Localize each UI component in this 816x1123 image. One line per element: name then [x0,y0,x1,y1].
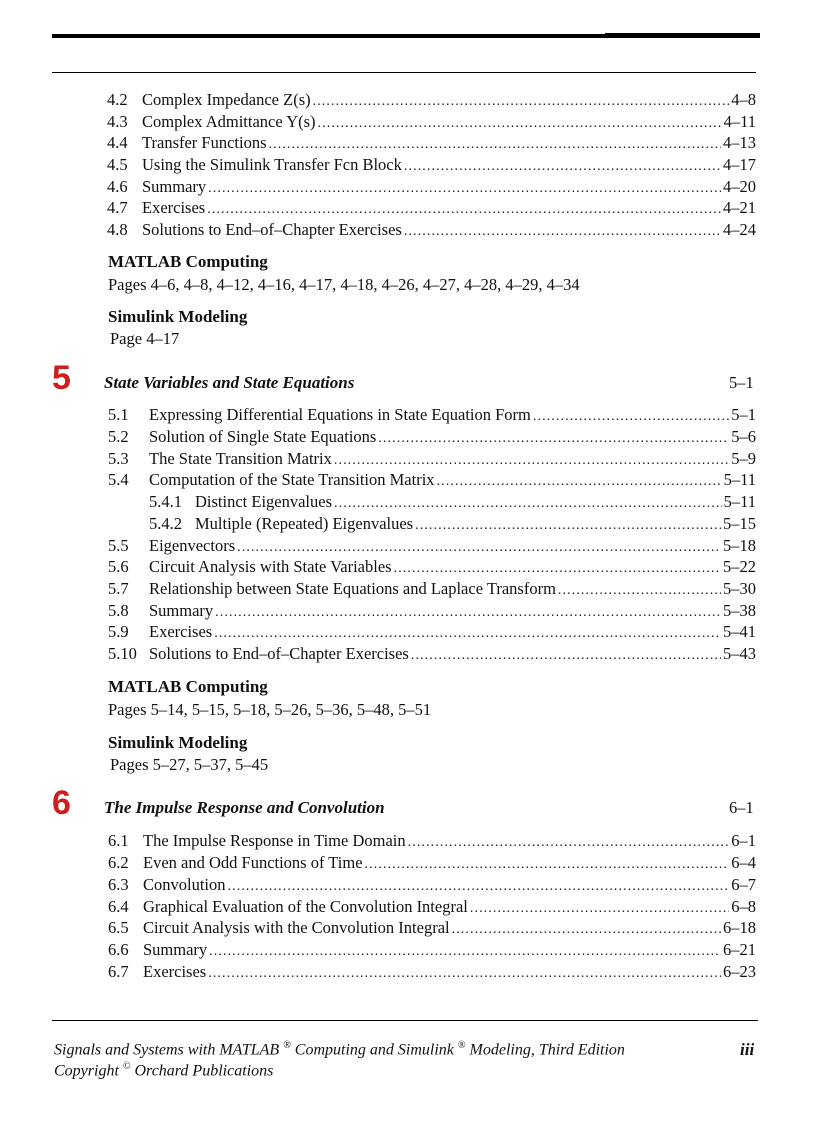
footer-rule [52,1020,758,1021]
footer-copyright: Copyright © Orchard Publications [54,1061,274,1080]
dot-leader [533,405,729,425]
matlab-computing-pages: Pages 5–14, 5–15, 5–18, 5–26, 5–36, 5–48, 5–51 [108,700,432,719]
dot-leader [228,875,730,895]
dot-leader [313,90,730,110]
chapter-number: 6 [52,784,71,822]
dot-leader [208,177,721,197]
chapter-page: 5–1 [729,373,754,392]
dot-leader [408,831,730,851]
simulink-modeling-pages: Pages 5–27, 5–37, 5–45 [110,755,269,774]
toc-entry[interactable]: 4.6 Summary ..... 4–20 [107,177,756,198]
toc-entry[interactable]: 6.3 Convolution ..... 6–7 [108,875,756,896]
toc-subentry[interactable]: 5.4.1 Distinct Eigenvalues ..... 5–11 [149,492,756,513]
dot-leader [470,897,729,917]
dot-leader [207,198,721,218]
chapter-page: 6–1 [729,798,754,817]
dot-leader [214,622,721,642]
header-rule [52,72,756,73]
toc-subentry[interactable]: 5.4.2 Multiple (Repeated) Eigenvalues ..... 5–15 [149,514,756,535]
dot-leader [365,853,730,873]
toc-entry[interactable]: 5.3 The State Transition Matrix ..... 5–9 [108,449,756,470]
toc-entry[interactable]: 5.9 Exercises ..... 5–41 [108,622,756,643]
dot-leader [208,962,721,982]
dot-leader [269,133,721,153]
toc-entry[interactable]: 5.8 Summary ..... 5–38 [108,601,756,622]
toc-entry[interactable]: 5.1 Expressing Differential Equations in State Equation Form ..... 5–1 [108,405,756,426]
simulink-modeling-heading: Simulink Modeling [108,733,248,752]
dot-leader [411,644,721,664]
dot-leader [209,940,721,960]
dot-leader [334,449,729,469]
toc-entry[interactable]: 5.5 Eigenvectors ..... 5–18 [108,536,756,557]
dot-leader [394,557,721,577]
toc-entry[interactable]: 5.10 Solutions to End–of–Chapter Exercises ..... 5–43 [108,644,756,665]
footer-book-title: Signals and Systems with MATLAB ® Computing and Simulink ® Modeling, Third Edition [54,1040,625,1059]
toc-entry[interactable]: 4.7 Exercises ..... 4–21 [107,198,756,219]
matlab-computing-pages: Pages 4–6, 4–8, 4–12, 4–16, 4–17, 4–18, 4–26, 4–27, 4–28, 4–29, 4–34 [108,275,580,294]
chapter-number: 5 [52,359,71,397]
toc-entry[interactable]: 4.4 Transfer Functions ..... 4–13 [107,133,756,154]
dot-leader [404,155,721,175]
toc-entry[interactable]: 5.7 Relationship between State Equations and Laplace Transform ..... 5–30 [108,579,756,600]
toc-entry[interactable]: 5.6 Circuit Analysis with State Variables ..... 5–22 [108,557,756,578]
dot-leader [318,112,722,132]
toc-entry[interactable]: 5.4 Computation of the State Transition Matrix ..... 5–11 [108,470,756,491]
toc-entry[interactable]: 6.5 Circuit Analysis with the Convolution Integral ..... 6–18 [108,918,756,939]
toc-entry[interactable]: 6.6 Summary ..... 6–21 [108,940,756,961]
dot-leader [558,579,721,599]
toc-entry[interactable]: 5.2 Solution of Single State Equations ..... 5–6 [108,427,756,448]
dot-leader [215,601,721,621]
dot-leader [334,492,722,512]
toc-entry[interactable]: 6.1 The Impulse Response in Time Domain ..... 6–1 [108,831,756,852]
dot-leader [237,536,721,556]
simulink-modeling-pages: Page 4–17 [110,329,180,348]
simulink-modeling-heading: Simulink Modeling [108,307,248,326]
dot-leader [415,514,721,534]
dot-leader [437,470,722,490]
page-number: iii [740,1040,755,1059]
matlab-computing-heading: MATLAB Computing [108,677,268,696]
toc-entry[interactable]: 4.8 Solutions to End–of–Chapter Exercises ..... 4–24 [107,220,756,241]
dot-leader [378,427,729,447]
dot-leader [452,918,721,938]
toc-entry[interactable]: 4.3 Complex Admittance Y(s) ..... 4–11 [107,112,756,133]
top-rule-thick [605,33,760,37]
matlab-computing-heading: MATLAB Computing [108,252,268,271]
toc-entry[interactable]: 6.2 Even and Odd Functions of Time ..... 6–4 [108,853,756,874]
top-rule [52,34,760,38]
toc-entry[interactable]: 6.4 Graphical Evaluation of the Convolution Integral ..... 6–8 [108,897,756,918]
chapter-title[interactable]: The Impulse Response and Convolution [104,798,385,817]
chapter-title[interactable]: State Variables and State Equations [104,373,355,392]
toc-entry[interactable]: 4.2 Complex Impedance Z(s) ..... 4–8 [107,90,756,111]
toc-entry[interactable]: 4.5 Using the Simulink Transfer Fcn Block ..... 4–17 [107,155,756,176]
toc-entry[interactable]: 6.7 Exercises ..... 6–23 [108,962,756,983]
dot-leader [404,220,721,240]
